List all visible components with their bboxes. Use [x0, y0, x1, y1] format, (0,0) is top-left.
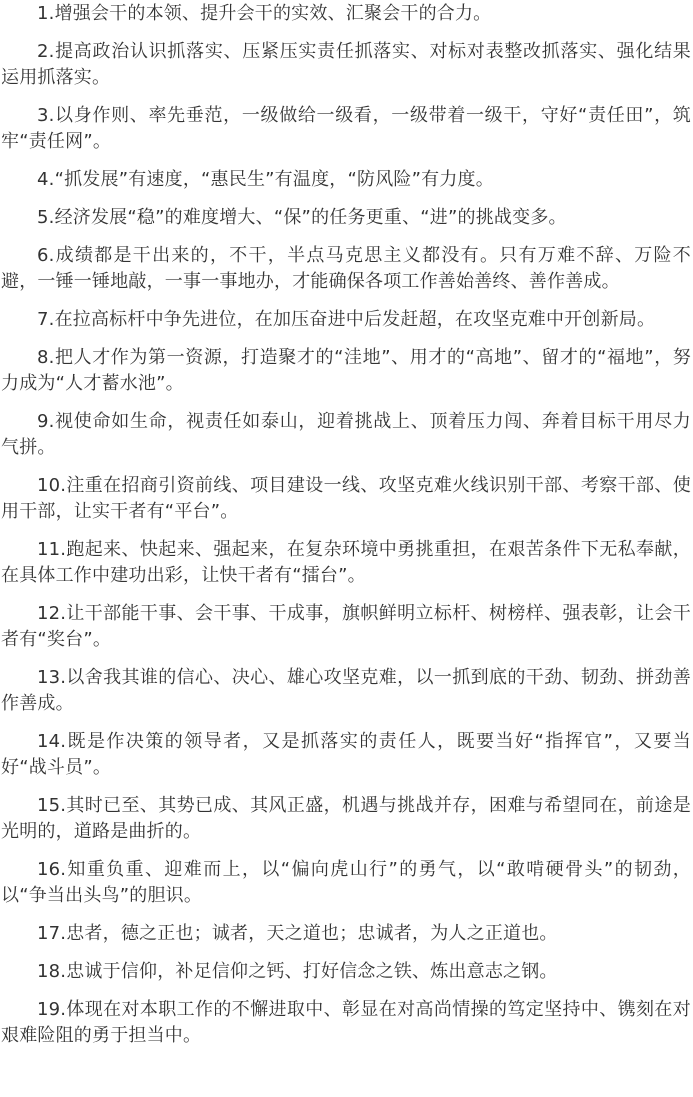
paragraph-11: 11.跑起来、快起来、强起来，在复杂环境中勇挑重担，在艰苦条件下无私奉献，在具体工作中建功出彩，让快干者有“擂台”。 [1, 539, 691, 586]
paragraph-13: 13.以舍我其谁的信心、决心、雄心攻坚克难，以一抓到底的干劲、韧劲、拼劲善作善成。 [1, 667, 691, 714]
paragraph-7: 7.在拉高标杆中争先进位，在加压奋进中后发赶超，在攻坚克难中开创新局。 [37, 309, 656, 330]
paragraph-16: 16.知重负重、迎难而上，以“偏向虎山行”的勇气，以“敢啃硬骨头”的韧劲，以“争当出头鸟”的胆识。 [1, 859, 691, 906]
paragraph-4: 4.“抓发展”有速度，“惠民生”有温度，“防风险”有力度。 [37, 169, 494, 190]
paragraph-3: 3.以身作则、率先垂范，一级做给一级看，一级带着一级干，守好“责任田”，筑牢“责任网”。 [1, 105, 691, 152]
paragraph-15: 15.其时已至、其势已成、其风正盛，机遇与挑战并存，困难与希望同在，前途是光明的，道路是曲折的。 [1, 795, 691, 842]
paragraph-1: 1.增强会干的本领、提升会干的实效、汇聚会干的合力。 [37, 3, 492, 24]
paragraph-17: 17.忠者，德之正也；诚者，天之道也；忠诚者，为人之正道也。 [37, 923, 558, 944]
paragraph-12: 12.让干部能干事、会干事、干成事，旗帜鲜明立标杆、树榜样、强表彰，让会干者有“奖台”。 [1, 603, 691, 650]
paragraph-8: 8.把人才作为第一资源，打造聚才的“洼地”、用才的“高地”、留才的“福地”，努力成为“人才蓄水池”。 [1, 347, 691, 394]
paragraph-19: 19.体现在对本职工作的不懈进取中、彰显在对高尚情操的笃定坚持中、镌刻在对艰难险阻的勇于担当中。 [1, 999, 691, 1046]
paragraph-18: 18.忠诚于信仰，补足信仰之钙、打好信念之铁、炼出意志之钢。 [37, 961, 558, 982]
paragraph-5: 5.经济发展“稳”的难度增大、“保”的任务更重、“进”的挑战变多。 [37, 207, 567, 228]
paragraph-6: 6.成绩都是干出来的，不干，半点马克思主义都没有。只有万难不辞、万险不避，一锤一锤地敲，一事一事地办，才能确保各项工作善始善终、善作善成。 [1, 245, 691, 292]
paragraph-2: 2.提高政治认识抓落实、压紧压实责任抓落实、对标对表整改抓落实、强化结果运用抓落实。 [1, 41, 691, 88]
paragraph-9: 9.视使命如生命，视责任如泰山，迎着挑战上、顶着压力闯、奔着目标干用尽力气拼。 [1, 411, 691, 458]
paragraph-14: 14.既是作决策的领导者，又是抓落实的责任人，既要当好“指挥官”，又要当好“战斗员”。 [1, 731, 691, 778]
paragraph-10: 10.注重在招商引资前线、项目建设一线、攻坚克难火线识别干部、考察干部、使用干部，让实干者有“平台”。 [1, 475, 691, 522]
